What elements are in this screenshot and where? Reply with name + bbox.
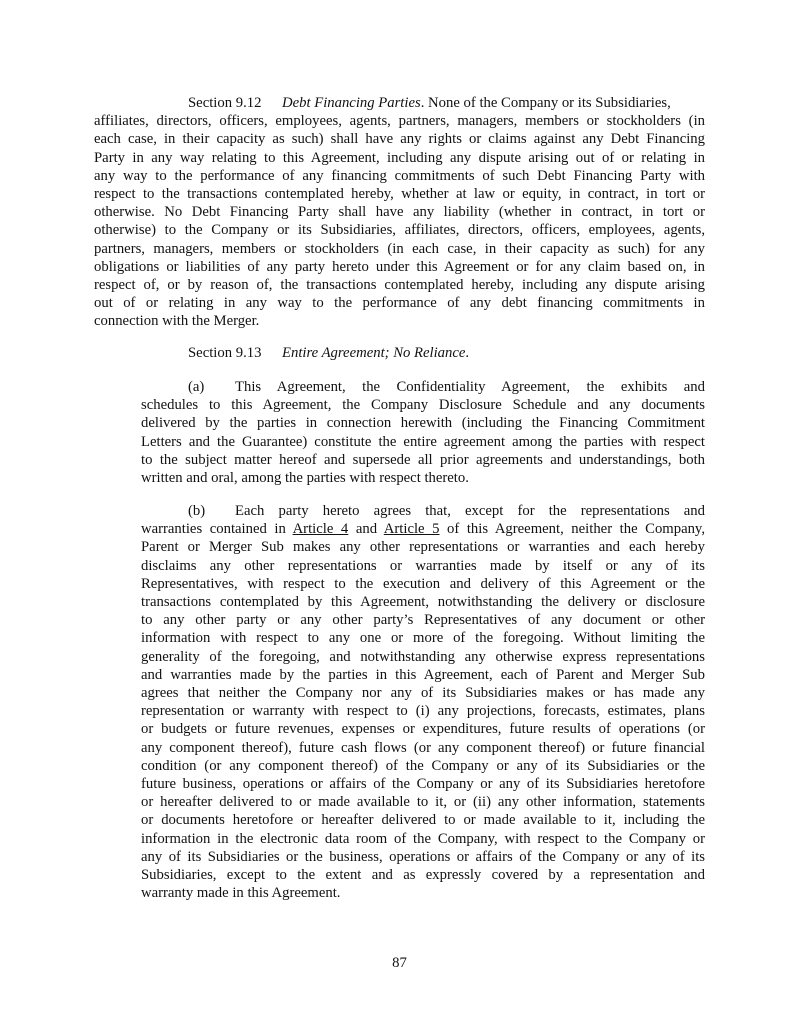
paragraph-b-line: generality of the foregoing, and notwithstanding any otherwise express representations xyxy=(141,648,705,665)
section-9-12-line: affiliates, directors, officers, employees, agents, partners, managers, members or stockholders (in xyxy=(94,113,705,130)
text-span: of this Agreement, neither the Company, xyxy=(439,521,705,538)
paragraph-b-line: or documents heretofore or hereafter delivered to or made available to it, including the xyxy=(141,812,705,829)
paragraph-b-line: information in the electronic data room of the Company, with respect to the Company or xyxy=(141,830,705,847)
section-9-13-title: Entire Agreement; No Reliance xyxy=(282,345,466,361)
text-span: and xyxy=(348,521,384,538)
paragraph-a-line: to the subject matter hereof and supersede all prior agreements and understandings, both xyxy=(141,451,705,468)
section-9-12-number: Section 9.12 xyxy=(188,95,262,111)
paragraph-b-line: condition (or any component thereof) of the Company or any of its Subsidiaries or the xyxy=(141,757,705,774)
section-9-12-line: each case, in their capacity as such) shall have any rights or claims against any Debt Financing xyxy=(94,131,705,148)
paragraph-a-first-line xyxy=(188,378,705,396)
article-4-link[interactable]: Article 4 xyxy=(292,521,349,538)
paragraph-a-line: schedules to this Agreement, the Company Disclosure Schedule and any documents xyxy=(141,397,705,414)
section-9-13-number: Section 9.13 xyxy=(188,345,262,361)
paragraph-b-label: (b) xyxy=(188,503,206,519)
paragraph-b-first-line xyxy=(188,502,705,520)
paragraph-a-line: delivered by the parties in connection herewith (including the Financing Commitment xyxy=(141,415,705,432)
section-9-12-line-0: . None of the Company or its Subsidiaries, xyxy=(420,95,671,111)
paragraph-a-label: (a) xyxy=(188,379,205,395)
paragraph-b-line: future business, operations or affairs of the Company or any of its Subsidiaries heretofore xyxy=(141,776,705,792)
paragraph-b-line: or hereafter delivered to or made available to it, or (ii) any other information, statements xyxy=(141,794,705,811)
paragraph-b-line-with-links xyxy=(141,520,705,538)
paragraph-b-line: representation or warranty with respect to (i) any projections, forecasts, estimates, plans xyxy=(141,703,705,720)
section-9-12-line: any way to the performance of any financing commitments of such Debt Financing Party with xyxy=(94,167,705,184)
paragraph-b-line: transactions contemplated by this Agreement, notwithstanding the delivery or disclosure xyxy=(141,594,705,610)
page-number: 87 xyxy=(392,955,407,971)
paragraph-b-line: Representatives, with respect to the execution and delivery of this Agreement or the xyxy=(141,575,705,592)
section-9-12-first-line xyxy=(188,94,671,112)
section-9-12-line: out of or relating in any way to the performance of any debt financing commitments in xyxy=(94,295,705,312)
text-span: warranties contained in xyxy=(141,521,293,538)
section-9-12-line: respect of, or by reason of, the transactions contemplated hereby, including any dispute arising xyxy=(94,277,705,293)
section-9-12-line: otherwise. No Debt Financing Party shall have any liability (whether in contract, in tort or xyxy=(94,204,705,221)
paragraph-b-line: Subsidiaries, except to the extent and as expressly covered by a representation and xyxy=(141,867,705,883)
section-9-12-line: otherwise) to the Company or its Subsidiaries, affiliates, directors, officers, employees, agents, xyxy=(94,222,705,239)
paragraph-b-line: warranty made in this Agreement. xyxy=(141,885,341,902)
section-9-12-line: respect to the transactions contemplated hereby, whether at law or equity, in contract, in tort or xyxy=(94,186,705,202)
section-9-12-line: obligations or liabilities of any party hereto under this Agreement or for any claim based on, in xyxy=(94,258,705,275)
section-9-12-title: Debt Financing Parties xyxy=(282,95,421,111)
paragraph-b-line: Each party hereto agrees that, except for the representations and xyxy=(235,503,705,519)
paragraph-b-line: agrees that neither the Company nor any of its Subsidiaries makes or has made any xyxy=(141,685,705,701)
paragraph-b-line: and warranties made by the parties in this Agreement, each of Parent and Merger Sub xyxy=(141,666,705,683)
section-9-12-line: Party in any way relating to this Agreement, including any dispute arising out of or relating in xyxy=(94,149,705,166)
paragraph-a-line: Letters and the Guarantee) constitute the entire agreement among the parties with respect xyxy=(141,433,705,450)
section-9-12-line: partners, managers, members or stockholders (in each case, in their capacity as such) for any xyxy=(94,240,705,257)
paragraph-b-line: any of its Subsidiaries or the business, operations or affairs of the Company or any of its xyxy=(141,848,705,865)
section-9-13-title-period: . xyxy=(465,345,470,361)
paragraph-b-line: disclaims any other representations or warranties made by itself or any of its xyxy=(141,557,705,574)
paragraph-a-line: This Agreement, the Confidentiality Agreement, the exhibits and xyxy=(235,379,705,395)
paragraph-b-line: Parent or Merger Sub makes any other representations or warranties and each hereby xyxy=(141,539,705,556)
paragraph-b-line: information with respect to any one or more of the foregoing. Without limiting the xyxy=(141,630,705,647)
section-9-12-line: connection with the Merger. xyxy=(94,313,260,330)
paragraph-b-line: to any other party or any other party’s Representatives of any document or other xyxy=(141,612,705,629)
paragraph-a-line: written and oral, among the parties with respect thereto. xyxy=(141,470,469,486)
article-5-link[interactable]: Article 5 xyxy=(383,521,440,538)
paragraph-b-line: any component thereof), future cash flows (or any component thereof) or future financial xyxy=(141,739,705,756)
paragraph-b-line: or budgets or future revenues, expenses or expenditures, future results of operations (or xyxy=(141,721,705,738)
